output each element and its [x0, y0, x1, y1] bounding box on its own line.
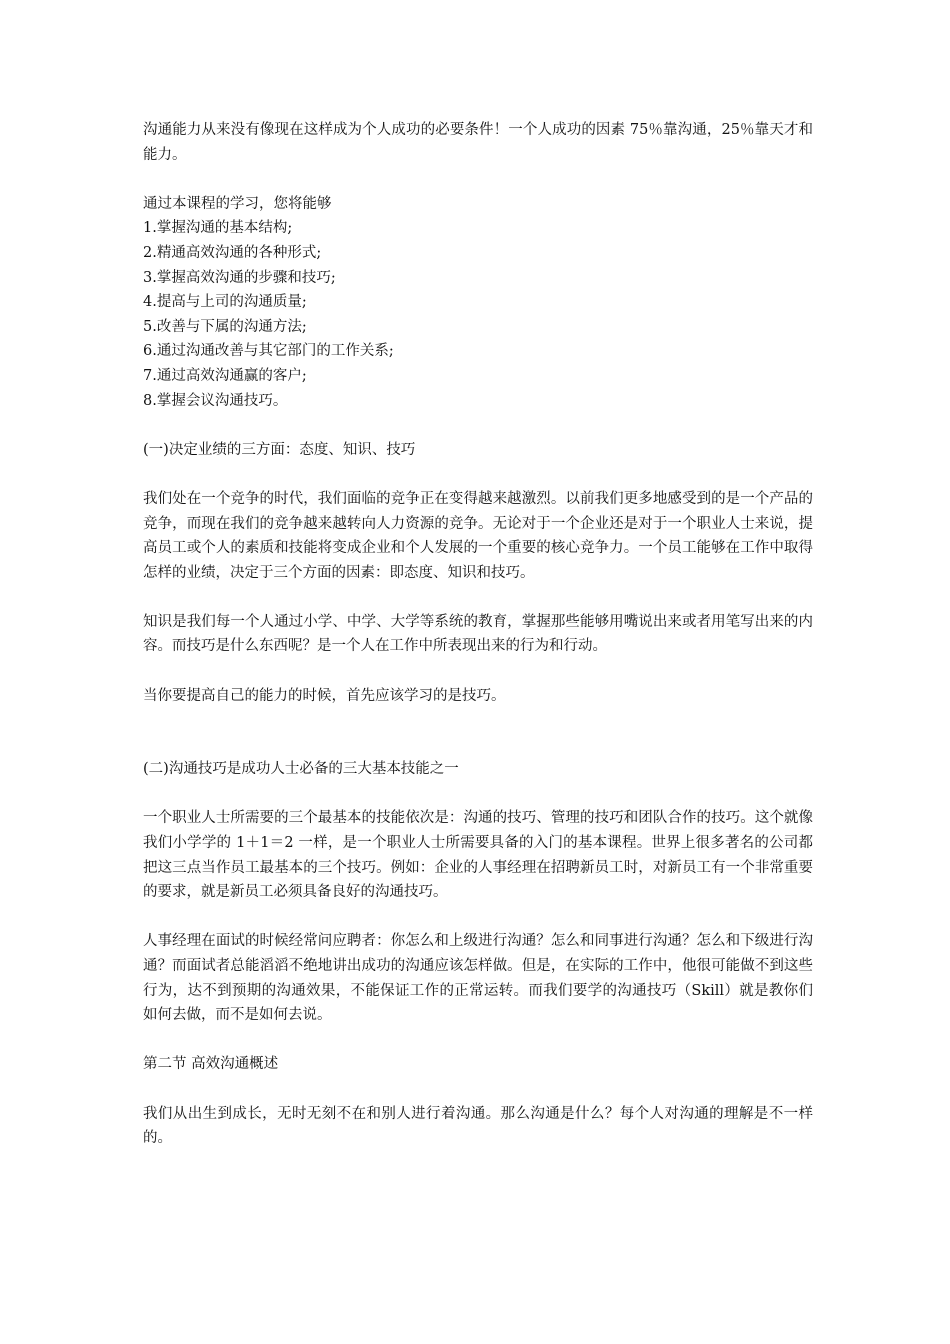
section1-paragraph: 当你要提高自己的能力的时候，首先应该学习的是技巧。	[143, 687, 506, 704]
section2-paragraph: 人事经理在面试的时候经常问应聘者：你怎么和上级进行沟通？怎么和同事进行沟通？怎么和下级进行沟通？而面试者总能滔滔不绝地讲出成功的沟通应该怎样做。但是，在实际的工作中，他很可能做不到这些行为，达不到预期的沟通效果，不能保证工作的正常运转。而我们要学的沟通技巧（Skill）就是教你们如何去做，而不是如何去说。	[143, 933, 813, 1024]
section2-paragraph: 一个职业人士所需要的三个最基本的技能依次是：沟通的技巧、管理的技巧和团队合作的技巧。这个就像我们小学学的 1＋1＝2 一样，是一个职业人士所需要具备的入门的基本课程。世界上很多著名的公司都把这三点当作员工最基本的三个技巧。例如：企业的人事经理在招聘新员工时，对新员工有一个非常重要的要求，就是新员工必须具备良好的沟通技巧。	[143, 810, 813, 901]
intro-paragraph: 沟通能力从来没有像现在这样成为个人成功的必要条件！一个人成功的因素 75％靠沟通，25％靠天才和能力。	[143, 122, 813, 163]
list-item: 3.掌握高效沟通的步骤和技巧;	[143, 269, 336, 286]
list-item: 4.提高与上司的沟通质量;	[143, 294, 307, 311]
section1-paragraph: 我们处在一个竞争的时代，我们面临的竞争正在变得越来越激烈。以前我们更多地感受到的是一个产品的竞争，而现在我们的竞争越来越转向人力资源的竞争。无论对于一个企业还是对于一个职业人士来说，提高员工或个人的素质和技能将变成企业和个人发展的一个重要的核心竞争力。一个员工能够在工作中取得怎样的业绩，决定于三个方面的因素：即态度、知识和技巧。	[143, 490, 813, 581]
document-body	[143, 118, 813, 1151]
section1-heading: (一)决定业绩的三方面：态度、知识、技巧	[143, 441, 416, 458]
list-item: 1.掌握沟通的基本结构;	[143, 220, 293, 237]
section3-paragraph: 我们从出生到成长，无时无刻不在和别人进行着沟通。那么沟通是什么？每个人对沟通的理解是不一样的。	[143, 1105, 813, 1147]
section2-heading: (二)沟通技巧是成功人士必备的三大基本技能之一	[143, 761, 459, 778]
list-item: 8.掌握会议沟通技巧。	[143, 392, 288, 409]
list-item: 6.通过沟通改善与其它部门的工作关系;	[143, 343, 394, 360]
section3-heading: 第二节 高效沟通概述	[143, 1056, 279, 1073]
section1-paragraph: 知识是我们每一个人通过小学、中学、大学等系统的教育，掌握那些能够用嘴说出来或者用笔写出来的内容。而技巧是什么东西呢？是一个人在工作中所表现出来的行为和行动。	[143, 613, 813, 655]
list-item: 5.改善与下属的沟通方法;	[143, 318, 307, 335]
list-item: 2.精通高效沟通的各种形式;	[143, 244, 322, 261]
learning-lead: 通过本课程的学习，您将能够	[143, 195, 332, 212]
list-item: 7.通过高效沟通赢的客户;	[143, 367, 307, 384]
learning-list	[143, 216, 813, 413]
